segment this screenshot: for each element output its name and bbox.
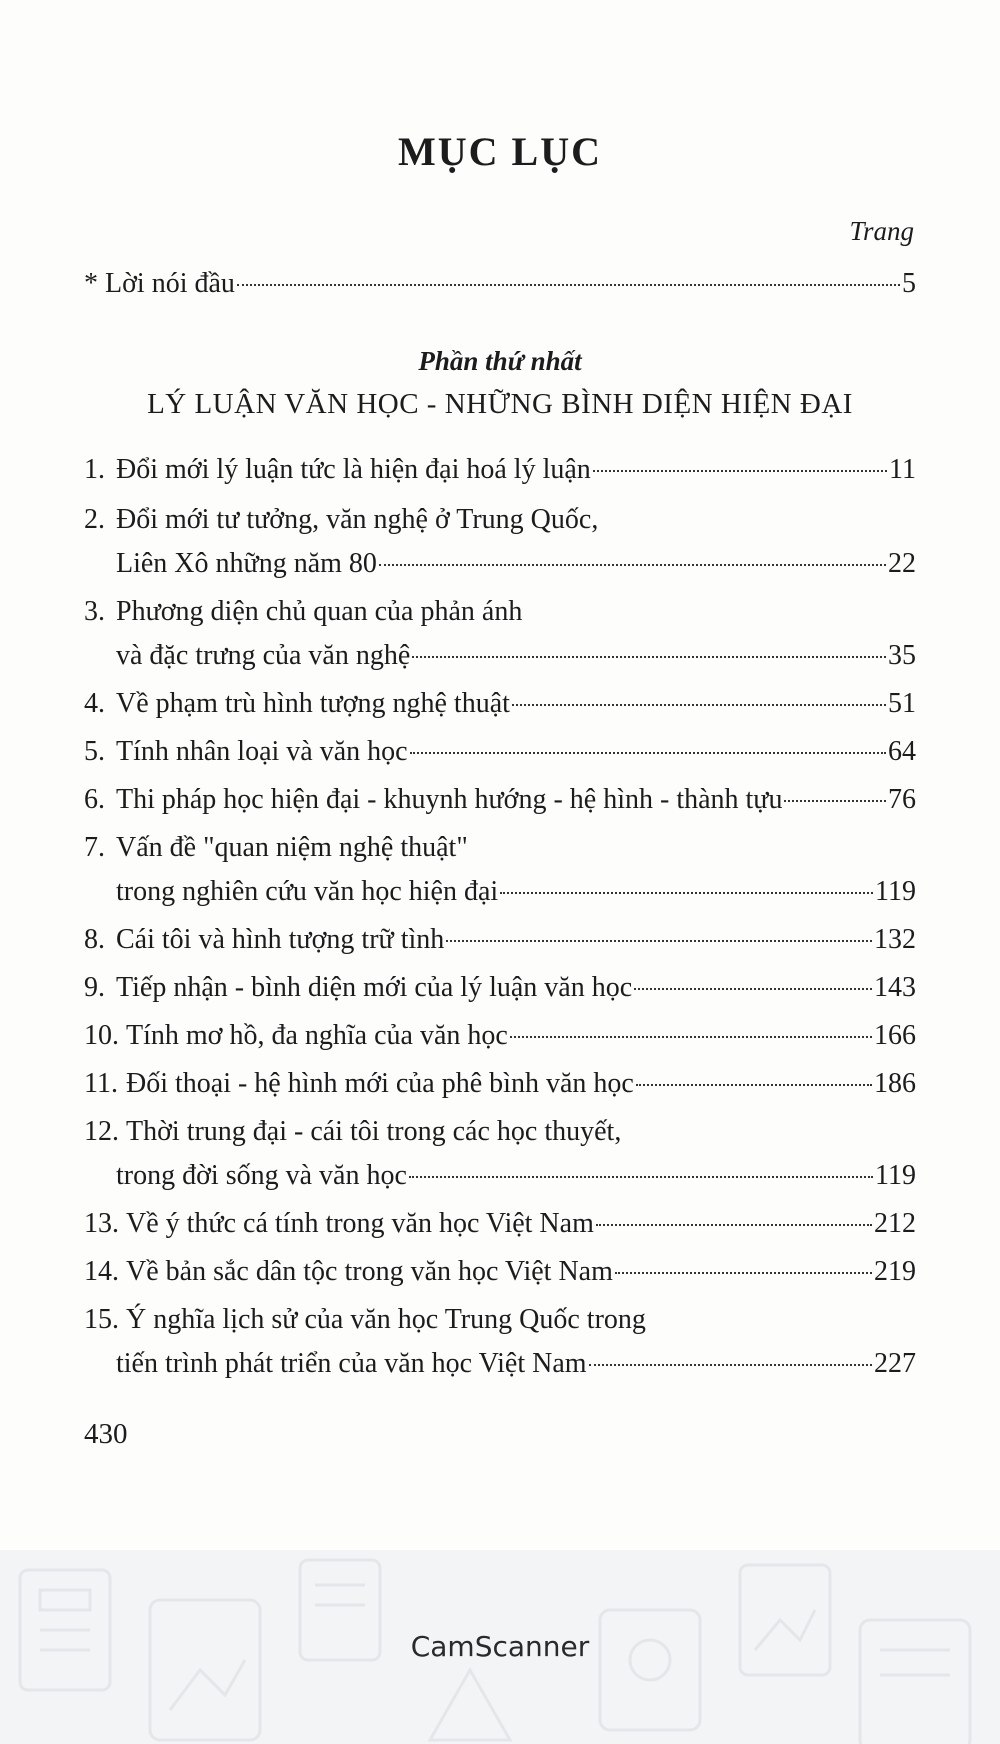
toc-entry xyxy=(84,1304,916,1340)
leader-dots xyxy=(412,656,886,658)
entry-title: Ý nghĩa lịch sử của văn học Trung Quốc trong xyxy=(126,1304,646,1335)
toc-entry-continuation xyxy=(116,548,916,584)
leader-dots xyxy=(237,284,900,286)
entry-page: 119 xyxy=(875,876,916,907)
entry-number: 7. xyxy=(84,832,105,863)
entry-number: 13. xyxy=(84,1208,119,1239)
entry-title: Tính nhân loại và văn học xyxy=(116,736,408,767)
leader-dots xyxy=(596,1224,872,1226)
entry-title: Đổi mới lý luận tức là hiện đại hoá lý luận xyxy=(116,454,591,485)
entry-title-cont: Liên Xô những năm 80 xyxy=(116,548,377,579)
leader-dots xyxy=(634,988,872,990)
entry-title: Về bản sắc dân tộc trong văn học Việt Nam xyxy=(126,1256,613,1287)
entry-page: 64 xyxy=(888,736,916,767)
toc-entry xyxy=(84,688,916,724)
entry-number: 5. xyxy=(84,736,105,767)
entry-number: 11. xyxy=(84,1068,118,1099)
leader-dots xyxy=(379,564,886,566)
leader-dots xyxy=(593,470,887,472)
entry-title: Về ý thức cá tính trong văn học Việt Nam xyxy=(126,1208,594,1239)
entry-title: Đối thoại - hệ hình mới của phê bình văn học xyxy=(126,1068,634,1099)
scanner-watermark-bar xyxy=(0,1550,1000,1744)
entry-page: 119 xyxy=(875,1160,916,1191)
part-title: LÝ LUẬN VĂN HỌC - NHỮNG BÌNH DIỆN HIỆN ĐẠI xyxy=(147,388,853,420)
entry-page: 212 xyxy=(874,1208,916,1239)
entry-page: 51 xyxy=(888,688,916,719)
entry-title: Đổi mới tư tưởng, văn nghệ ở Trung Quốc, xyxy=(116,504,599,535)
leader-dots xyxy=(589,1364,872,1366)
leader-dots xyxy=(512,704,886,706)
entry-number: 9. xyxy=(84,972,105,1003)
entry-number: 12. xyxy=(84,1116,119,1147)
entry-title-cont: trong nghiên cứu văn học hiện đại xyxy=(116,876,499,907)
entry-number: 10. xyxy=(84,1020,119,1051)
leader-dots xyxy=(409,1176,873,1178)
toc-entry-continuation xyxy=(116,1348,916,1384)
toc-entry xyxy=(84,1256,916,1292)
entry-number: 2. xyxy=(84,504,105,535)
entry-page: 166 xyxy=(874,1020,916,1051)
leader-dots xyxy=(636,1084,872,1086)
entry-number: 15. xyxy=(84,1304,119,1335)
entry-page: 35 xyxy=(888,640,916,671)
toc-entry xyxy=(84,1068,916,1104)
page-number: 430 xyxy=(84,1418,128,1450)
entry-title: Thời trung đại - cái tôi trong các học thuyết, xyxy=(126,1116,622,1147)
watermark-text: CamScanner xyxy=(410,1630,590,1663)
entry-number: 3. xyxy=(84,596,105,627)
toc-entry-continuation xyxy=(116,876,916,912)
entry-title-cont: và đặc trưng của văn nghệ xyxy=(116,640,411,671)
toc-entry xyxy=(84,736,916,772)
leader-dots xyxy=(500,892,873,894)
toc-entry xyxy=(84,972,916,1008)
toc-entry xyxy=(84,1020,916,1056)
entry-number: 6. xyxy=(84,784,105,815)
toc-entry xyxy=(84,454,916,490)
entry-page: 132 xyxy=(874,924,916,955)
entry-title-cont: trong đời sống và văn học xyxy=(116,1160,407,1191)
entry-number: 8. xyxy=(84,924,105,955)
entry-page: 143 xyxy=(874,972,916,1003)
entry-page: 22 xyxy=(888,548,916,579)
toc-entry xyxy=(84,924,916,960)
toc-entry xyxy=(84,504,916,540)
leader-dots xyxy=(446,940,872,942)
toc-entry-continuation xyxy=(116,640,916,676)
toc-entry-continuation xyxy=(116,1160,916,1196)
page-title: MỤC LỤC xyxy=(398,129,602,174)
entry-title: Phương diện chủ quan của phản ánh xyxy=(116,596,523,627)
entry-page: 76 xyxy=(888,784,916,815)
preface-title: * Lời nói đầu xyxy=(84,268,235,299)
page-column-label: Trang xyxy=(849,216,914,246)
entry-page: 11 xyxy=(889,454,916,485)
leader-dots xyxy=(510,1036,872,1038)
entry-title: Tiếp nhận - bình diện mới của lý luận văn học xyxy=(116,972,633,1003)
toc-entry xyxy=(84,596,916,632)
toc-entry xyxy=(84,1116,916,1152)
preface-entry xyxy=(84,268,916,304)
entry-number: 4. xyxy=(84,688,105,719)
part-label: Phần thứ nhất xyxy=(418,346,582,376)
entry-title: Cái tôi và hình tượng trữ tình xyxy=(116,924,445,955)
entry-page: 186 xyxy=(874,1068,916,1099)
entry-title-cont: tiến trình phát triển của văn học Việt Nam xyxy=(116,1348,587,1379)
entry-page: 219 xyxy=(874,1256,916,1287)
leader-dots xyxy=(410,752,886,754)
entry-title: Thi pháp học hiện đại - khuynh hướng - hệ hình - thành tựu xyxy=(116,784,783,815)
leader-dots xyxy=(615,1272,872,1274)
toc-entry xyxy=(84,1208,916,1244)
entry-title: Về phạm trù hình tượng nghệ thuật xyxy=(116,688,510,719)
toc-entry xyxy=(84,784,916,820)
preface-page: 5 xyxy=(902,268,916,299)
entry-title: Tính mơ hồ, đa nghĩa của văn học xyxy=(126,1020,508,1051)
entry-title: Vấn đề "quan niệm nghệ thuật" xyxy=(116,832,468,863)
entry-number: 1. xyxy=(84,454,105,485)
leader-dots xyxy=(784,800,886,802)
entry-number: 14. xyxy=(84,1256,119,1287)
entry-page: 227 xyxy=(874,1348,916,1379)
toc-entry xyxy=(84,832,916,868)
